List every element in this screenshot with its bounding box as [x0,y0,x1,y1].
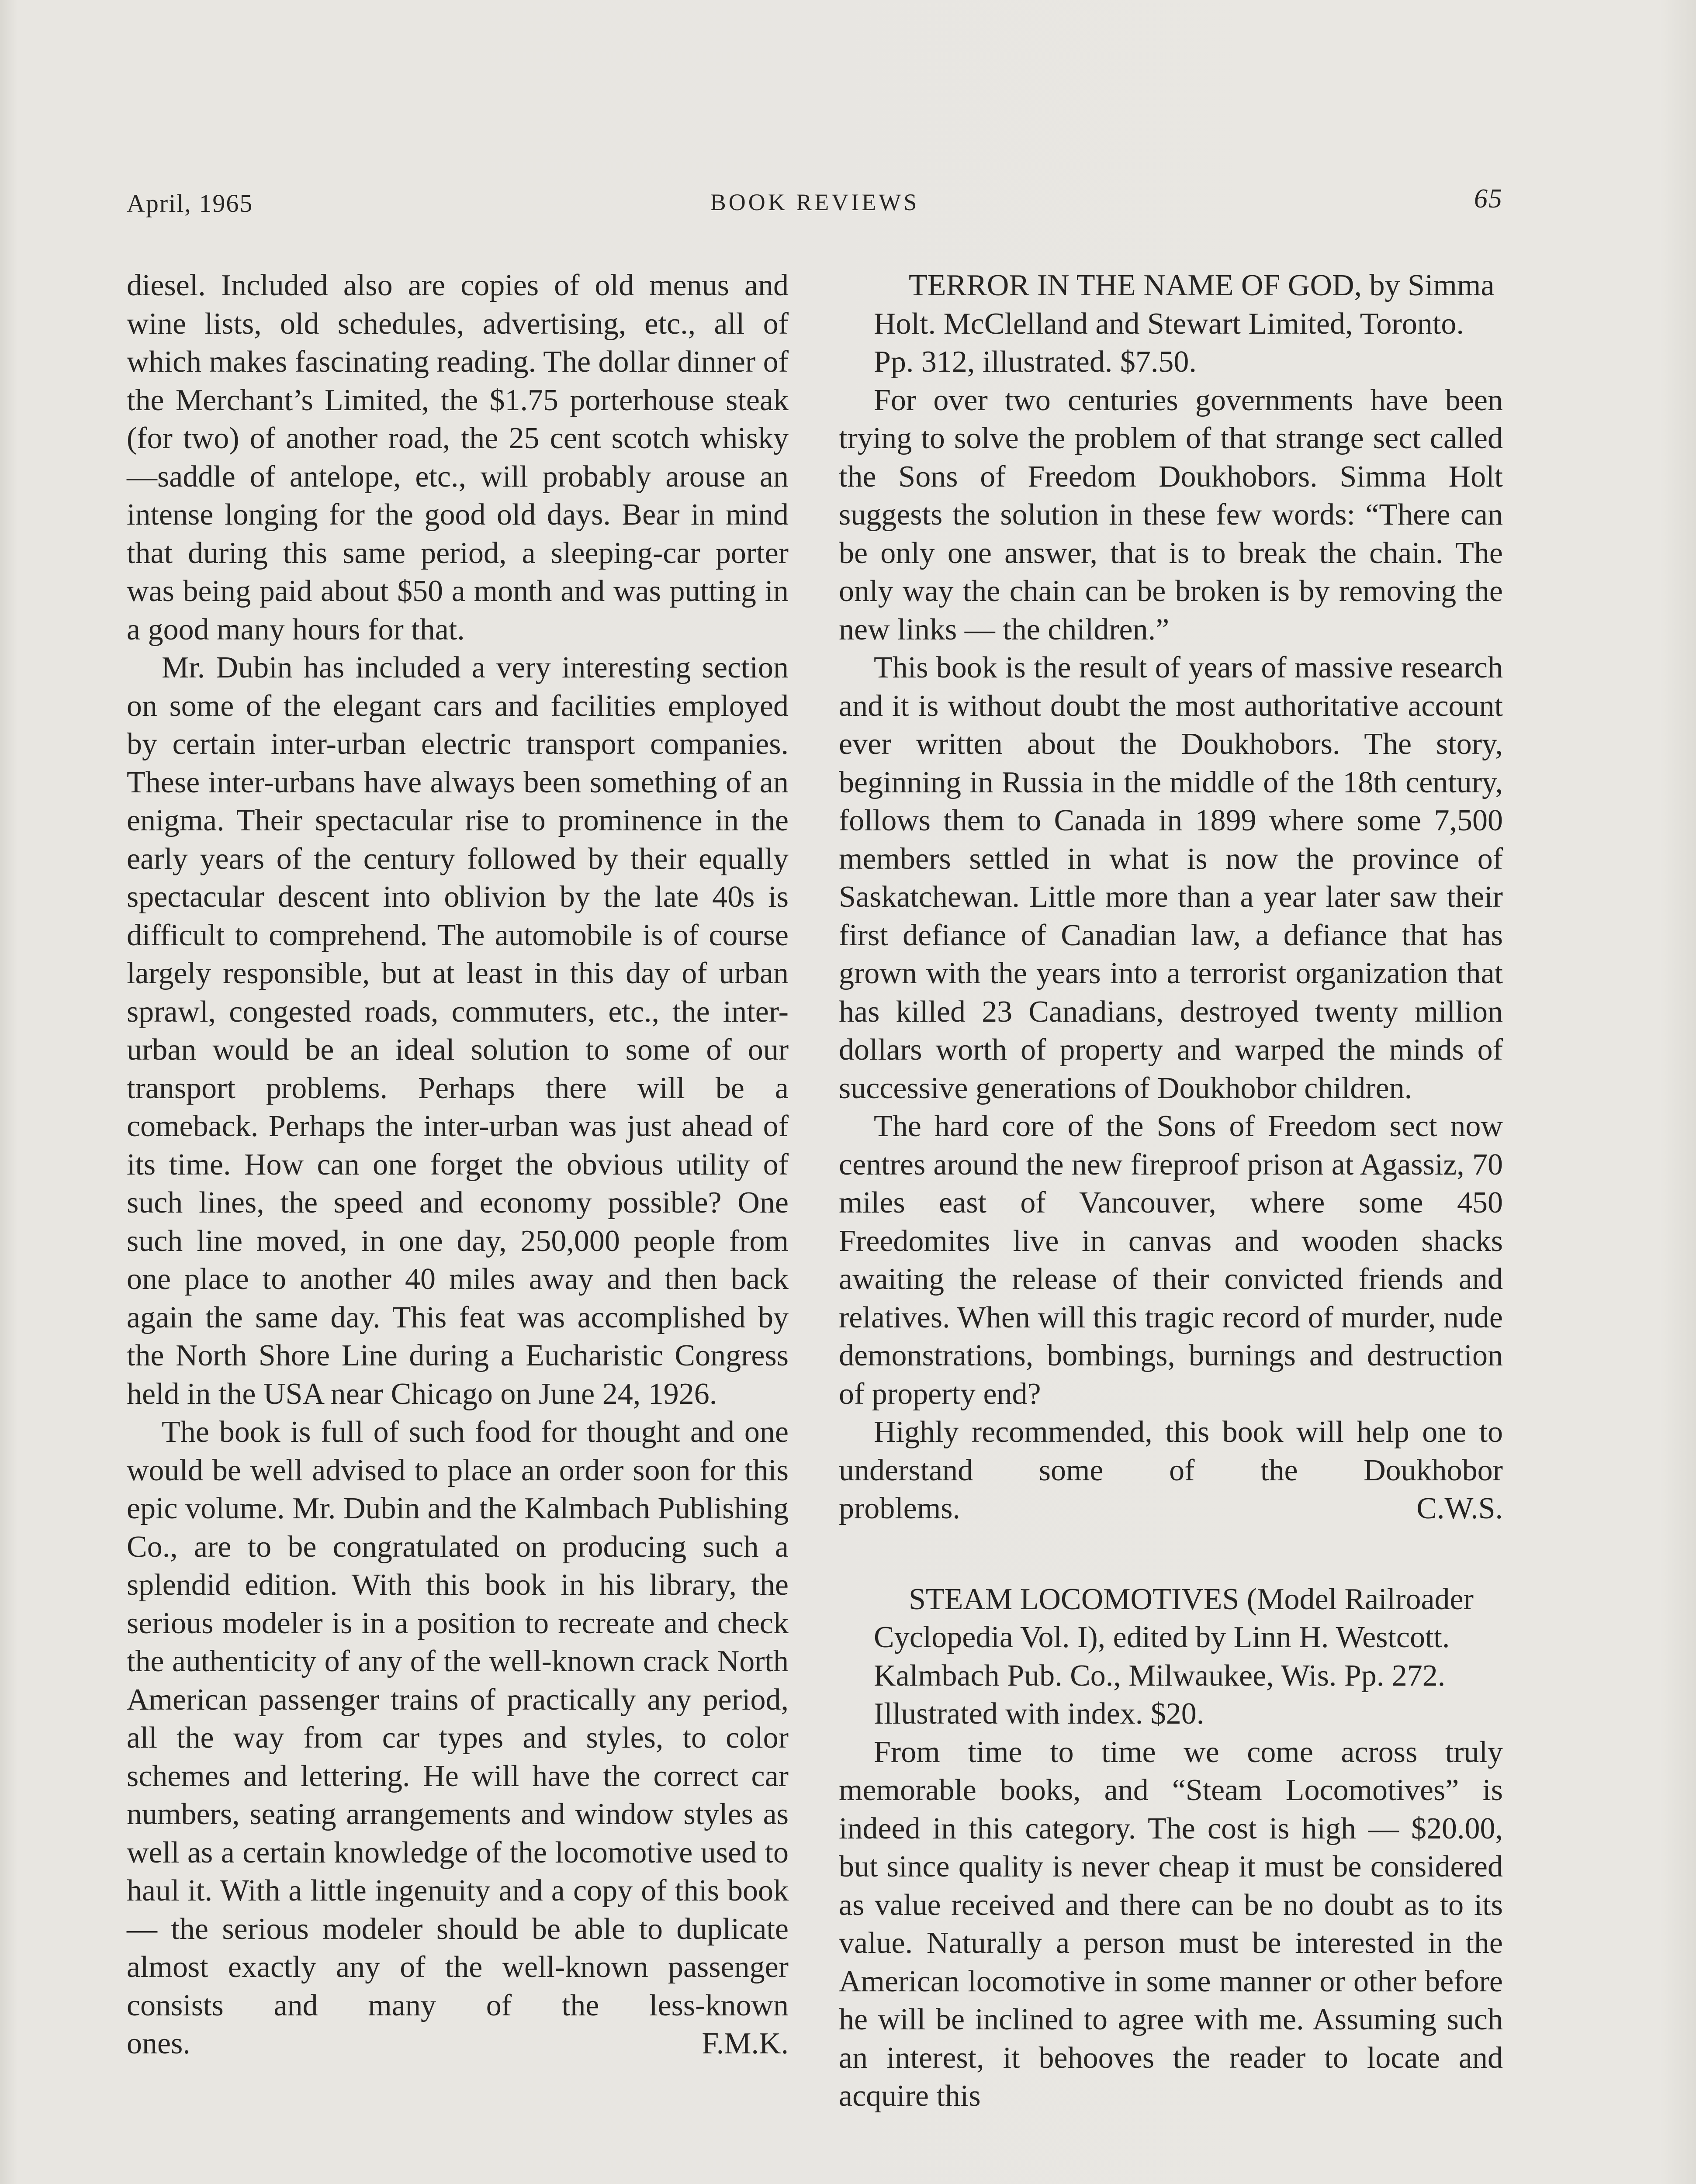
review-heading [839,266,1503,381]
paragraph: For over two centuries governments have been trying to solve the problem of that strange sect called the Sons of Freedom Doukhobors. Simma Holt suggests the solution in these few words: “There can be only one answer, that is to break the chain. The only way the chain can be broken is by removing the new links — the children.” [839,383,1503,646]
issue-date: April, 1965 [127,189,253,218]
paragraph: The book is full of such food for thought and one would be well advised to place an order soon for this epic volume. Mr. Dubin and the Kalmbach Publishing Co., are to be congratulated on producing such a splendid edition. With this book in his library, the serious modeler is in a position to recreate and check the authenticity of any of the well-known crack North American passenger trains of practically any period, all the way from car types and styles, to color schemes and lettering. He will have the correct car numbers, seating arrangements and window styles as well as a certain knowledge of the locomotive used to haul it. With a little ingenuity and a copy of this book — the serious modeler should be able to duplicate almost exactly any of the well-known passenger consists and many of the less-known ones. [127,1415,789,2060]
left-column [127,266,789,2063]
book-title: TERROR IN THE NAME OF GOD, [909,269,1362,302]
paragraph: This book is the result of years of massive research and it is without doubt the most authoritative account ever written about the Doukhobors. The story, beginning in Russia in the middle of the 18th century, follows them to Canada in 1899 where some 7,500 members settled in what is now the province of Saskatchewan. Little more than a year later saw their first defiance of Canadian law, a defiance that has grown with the years into a terrorist organization that has killed 23 Canadians, destroyed twenty million dollars worth of property and warped the minds of successive generations of Doukhobor children. [839,651,1503,1105]
paragraph-with-signature [839,1413,1503,1528]
paragraph-with-signature [127,1413,789,2063]
right-column [839,266,1503,2115]
book-citation: by Simma Holt. McClelland and Stewart Limited, Toronto. Pp. 312, illustrated. $7.50. [874,269,1495,379]
review-separator [839,1528,1503,1580]
section-title: BOOK REVIEWS [710,189,920,215]
book-title: STEAM LOCOMOTIVES [909,1582,1239,1616]
reviewer-initials: F.M.K. [702,2027,789,2060]
book-citation: (Model Railroader Cyclopedia Vol. I), edited by Linn H. Westcott. Kalmbach Pub. Co., Milwaukee, Wis. Pp. 272. Illustrated with index. $20. [874,1582,1474,1731]
running-head [127,183,1503,223]
paragraph: From time to time we come across truly memorable books, and “Steam Locomotives” is indeed in this category. The cost is high — $20.00, but since quality is never cheap it must be considered as value received and there can be no doubt as to its value. Naturally a person must be interested in the American locomotive in some manner or other before he will be inclined to agree with me. Assuming such an interest, it behooves the reader to locate and acquire this [839,1735,1503,2113]
page-number: 65 [1474,184,1503,214]
review-heading [839,1580,1503,1733]
paragraph: Highly recommended, this book will help one to understand some of the Doukhobor problems. [839,1415,1503,1525]
paragraph: diesel. Included also are copies of old menus and wine lists, old schedules, advertising, etc., all of which makes fascinating reading. The dollar dinner of the Merchant’s Limited, the $1.75 porterhouse steak (for two) of another road, the 25 cent scotch whisky—saddle of antelope, etc., will probably arouse an intense longing for the good old days. Bear in mind that during this same period, a sleeping-car porter was being paid about $50 a month and was putting in a good many hours for that. [127,269,789,646]
paragraph: The hard core of the Sons of Freedom sect now centres around the new fireproof prison at Agassiz, 70 miles east of Vancouver, where some 450 Freedomites live in canvas and wooden shacks awaiting the release of their convicted friends and relatives. When will this tragic record of murder, nude demonstrations, bombings, burnings and destruction of property end? [839,1109,1503,1411]
reviewer-initials: C.W.S. [1416,1492,1503,1525]
paragraph: Mr. Dubin has included a very interesting section on some of the elegant cars and facilities employed by certain inter-urban electric transport companies. These inter-urbans have always been something of an enigma. Their spectacular rise to prominence in the early years of the century followed by their equally spectacular descent into oblivion by the late 40s is difficult to comprehend. The automobile is of course largely responsible, but at least in this day of urban sprawl, congested roads, commuters, etc., the inter-urban would be an ideal solution to some of our transport problems. Perhaps there will be a comeback. Perhaps the inter-urban was just ahead of its time. How can one forget the obvious utility of such lines, the speed and economy possible? One such line moved, in one day, 250,000 people from one place to another 40 miles away and then back again the same day. This feat was accomplished by the North Shore Line during a Eucharistic Congress held in the USA near Chicago on June 24, 1926. [127,651,789,1411]
